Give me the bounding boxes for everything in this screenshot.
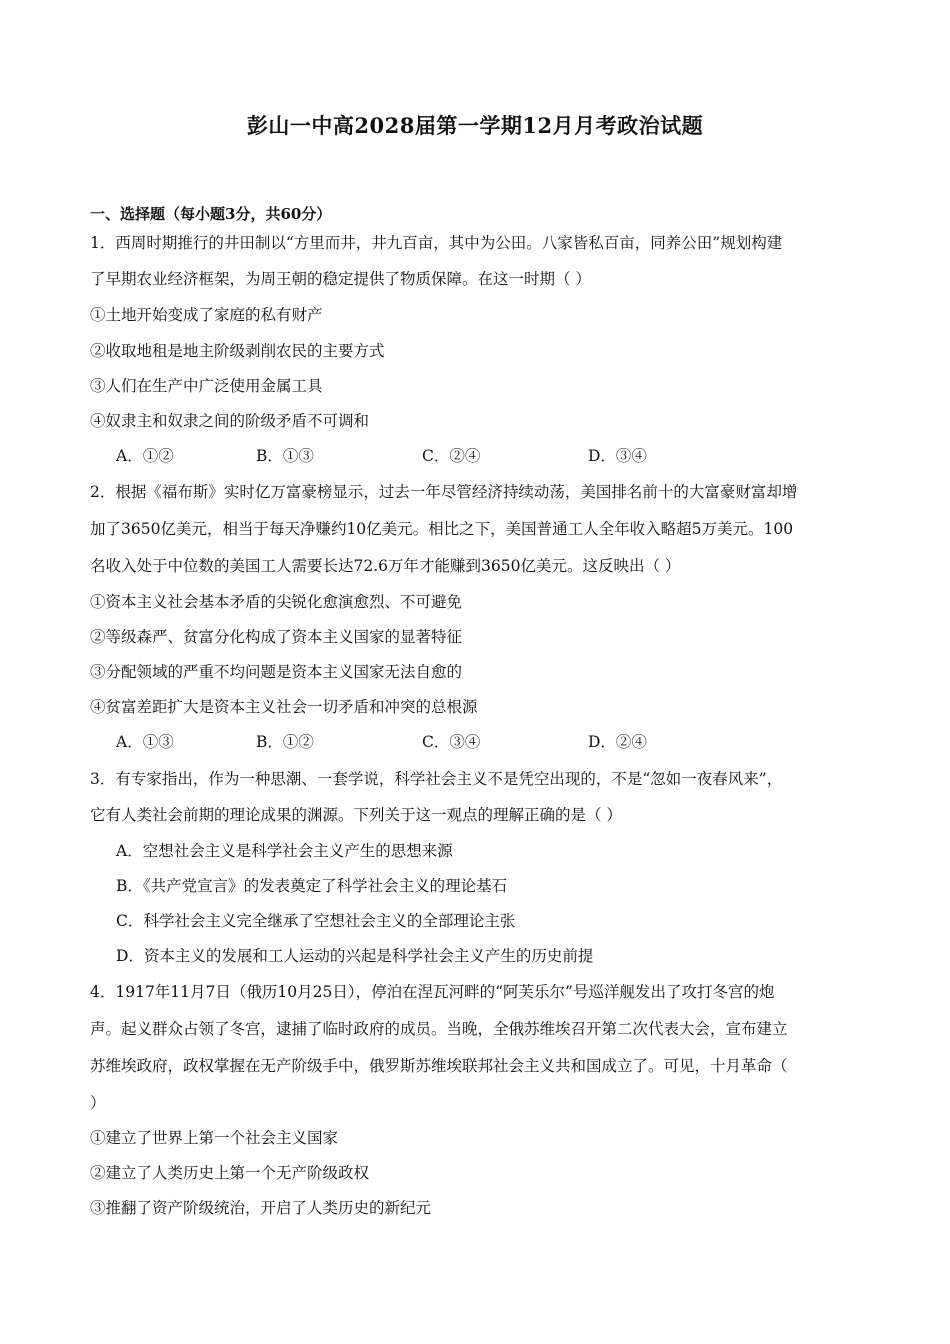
q3-stem-line-1: 3．有专家指出，作为一种思潮、一套学说，科学社会主义不是凭空出现的，不是“忽如一夜春风来”， [90,770,783,788]
q4-stem-line-4: ） [90,1094,106,1112]
q4-stem-line-3: 苏维埃政府，政权掌握在无产阶级手中，俄罗斯苏维埃联邦社会主义共和国成立了。可见，十月革命（ [90,1057,788,1075]
q1-item-3: ③人们在生产中广泛使用金属工具 [90,377,323,395]
q4-item-3: ③推翻了资产阶级统治，开启了人类历史的新纪元 [90,1199,432,1217]
page-title: 彭山一中高2028届第一学期12月月考政治试题 [246,113,704,138]
q3-option-a[interactable]: A．空想社会主义是科学社会主义产生的思想来源 [116,842,453,860]
q3-stem-line-2: 它有人类社会前期的理论成果的渊源。下列关于这一观点的理解正确的是（ ） [90,806,622,824]
q3-option-b[interactable]: B．《共产党宣言》的发表奠定了科学社会主义的理论基石 [116,877,508,895]
q2-item-3: ③分配领域的严重不均问题是资本主义国家无法自愈的 [90,663,463,681]
q4-item-2: ②建立了人类历史上第一个无产阶级政权 [90,1164,370,1182]
q1-stem-line-2: 了早期农业经济框架，为周王朝的稳定提供了物质保障。在这一时期（ ） [90,270,591,288]
q2-option-d[interactable]: D．②④ [588,733,647,751]
q1-option-c[interactable]: C．②④ [422,447,481,465]
q3-option-c[interactable]: C．科学社会主义完全继承了空想社会主义的全部理论主张 [116,912,516,930]
q4-stem-line-2: 声。起义群众占领了冬宫，逮捕了临时政府的成员。当晚，全俄苏维埃召开第二次代表大会，宣布建立 [90,1020,788,1038]
q1-item-1: ①土地开始变成了家庭的私有财产 [90,306,323,324]
q1-option-d[interactable]: D．③④ [588,447,647,465]
q2-option-b[interactable]: B．①② [256,733,314,751]
section-heading: 一、选择题（每小题3分，共60分） [90,205,332,223]
q2-stem-line-2: 加了3650亿美元，相当于每天净赚约10亿美元。相比之下，美国普通工人全年收入略超5万美元。100 [90,520,794,538]
q1-item-4: ④奴隶主和奴隶之间的阶级矛盾不可调和 [90,412,370,430]
q1-stem-line-1: 1．西周时期推行的井田制以“方里而井，井九百亩，其中为公田。八家皆私百亩，同养公田”规划构建 [90,234,783,252]
q1-option-b[interactable]: B．①③ [256,447,314,465]
q2-item-1: ①资本主义社会基本矛盾的尖锐化愈演愈烈、不可避免 [90,593,463,611]
q3-option-d[interactable]: D．资本主义的发展和工人运动的兴起是科学社会主义产生的历史前提 [116,947,594,965]
q2-option-a[interactable]: A．①③ [116,733,174,751]
q4-item-1: ①建立了世界上第一个社会主义国家 [90,1129,339,1147]
q1-option-a[interactable]: A．①② [116,447,174,465]
q1-item-2: ②收取地租是地主阶级剥削农民的主要方式 [90,342,385,360]
q2-stem-line-1: 2．根据《福布斯》实时亿万富豪榜显示，过去一年尽管经济持续动荡，美国排名前十的大富豪财富却增 [90,483,798,501]
q2-item-2: ②等级森严、贫富分化构成了资本主义国家的显著特征 [90,628,463,646]
q2-option-c[interactable]: C．③④ [422,733,481,751]
q4-stem-line-1: 4．1917年11月7日（俄历10月25日），停泊在涅瓦河畔的“阿芙乐尔”号巡洋舰发出了攻打冬宫的炮 [90,983,775,1001]
q2-item-4: ④贫富差距扩大是资本主义社会一切矛盾和冲突的总根源 [90,698,478,716]
q2-stem-line-3: 名收入处于中位数的美国工人需要长达72.6万年才能赚到3650亿美元。这反映出（ ） [90,557,681,575]
